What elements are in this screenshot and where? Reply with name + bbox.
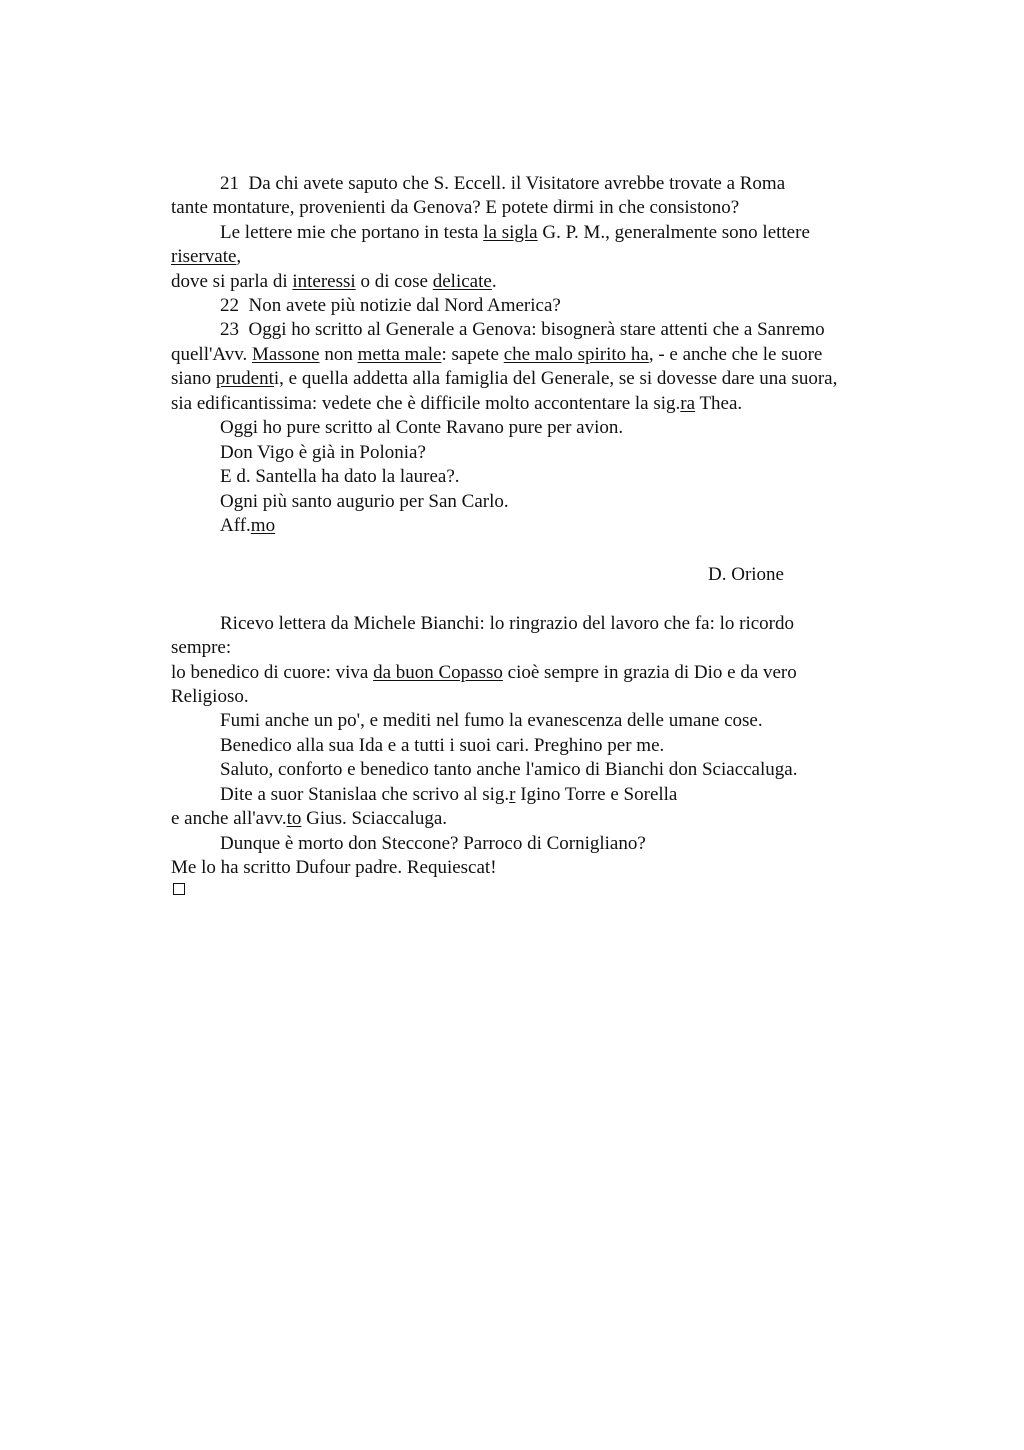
underlined-text: delicate	[432, 271, 492, 292]
underlined-text: prudent	[215, 368, 274, 389]
text-run: ,	[236, 246, 242, 267]
text-line	[220, 318, 825, 342]
text-line	[220, 441, 426, 465]
underlined-text: interessi	[292, 271, 356, 292]
text-line	[220, 172, 785, 196]
text-run: Igino Torre e Sorella	[515, 784, 678, 805]
text-run: Fumi anche un po', e mediti nel fumo la evanescenza delle umane cose.	[220, 710, 763, 731]
text-run: e anche all'avv.	[171, 808, 287, 829]
text-run: Me lo ha scritto Dufour padre. Requiescat!	[171, 857, 497, 878]
text-run: i, e quella addetta alla famiglia del Generale, se si dovesse dare una suora,	[273, 368, 838, 389]
text-line	[220, 221, 810, 245]
text-line	[220, 294, 561, 318]
text-run: , - e anche che le suore	[648, 344, 823, 365]
text-run: Aff.	[220, 515, 251, 536]
underlined-text: Massone	[252, 344, 320, 365]
text-run: 22 Non avete più notizie dal Nord America?	[220, 295, 561, 316]
text-run: Saluto, conforto e benedico tanto anche l'amico di Bianchi don Sciaccaluga.	[220, 759, 798, 780]
text-line	[220, 832, 646, 856]
text-line	[171, 196, 739, 220]
underlined-text: ra	[680, 393, 696, 414]
text-run: : sapete	[441, 344, 504, 365]
text-run: sia edificantissima: vedete che è difficile molto accontentare la sig.	[171, 393, 681, 414]
text-run: non	[319, 344, 358, 365]
text-line	[220, 709, 763, 733]
underlined-text: che malo spirito ha	[503, 344, 649, 365]
text-run: cioè sempre in grazia di Dio e da vero	[502, 662, 797, 683]
text-line	[171, 636, 231, 660]
text-line	[220, 758, 797, 782]
text-run: quell'Avv.	[171, 344, 252, 365]
text-line	[171, 367, 837, 391]
text-line	[220, 734, 664, 758]
text-run: o di cose	[355, 271, 433, 292]
empty-checkbox-glyph	[173, 883, 185, 895]
text-line	[220, 416, 623, 440]
text-run: Ogni più santo augurio per San Carlo.	[220, 491, 509, 512]
text-line	[220, 612, 794, 636]
underlined-text: riservate	[171, 246, 237, 267]
text-run: 21 Da chi avete saputo che S. Eccell. il Visitatore avrebbe trovate a Roma	[220, 173, 786, 194]
text-line	[171, 392, 742, 416]
underlined-text: mo	[250, 515, 276, 536]
text-line	[171, 245, 241, 269]
text-run: Oggi ho pure scritto al Conte Ravano pure per avion.	[220, 417, 624, 438]
text-run: 23 Oggi ho scritto al Generale a Genova: bisognerà stare attenti che a Sanremo	[220, 319, 825, 340]
text-run: Gius. Sciaccaluga.	[301, 808, 448, 829]
text-line	[171, 685, 249, 709]
text-run: .	[491, 271, 497, 292]
underlined-text: da buon Copasso	[373, 662, 503, 683]
text-line	[220, 465, 460, 489]
text-line	[171, 661, 797, 685]
text-run: Thea.	[695, 393, 743, 414]
underlined-text: metta male	[357, 344, 442, 365]
text-run: D. Orione	[708, 564, 784, 585]
text-run: tante montature, provenienti da Genova? E potete dirmi in che consistono?	[171, 197, 740, 218]
underlined-text: to	[286, 808, 302, 829]
signature	[708, 563, 784, 587]
text-run: Dunque è morto don Steccone? Parroco di Cornigliano?	[220, 833, 646, 854]
text-line	[171, 343, 822, 367]
text-run: Religioso.	[171, 686, 249, 707]
underlined-text: la sigla	[483, 222, 538, 243]
text-line	[220, 783, 677, 807]
text-run: Benedico alla sua Ida e a tutti i suoi cari. Preghino per me.	[220, 735, 665, 756]
text-run: Ricevo lettera da Michele Bianchi: lo ringrazio del lavoro che fa: lo ricordo	[220, 613, 794, 634]
text-run: Don Vigo è già in Polonia?	[220, 442, 426, 463]
text-line	[220, 514, 275, 538]
text-run: Le lettere mie che portano in testa	[220, 222, 484, 243]
text-line	[220, 490, 509, 514]
text-run: E d. Santella ha dato la laurea?.	[220, 466, 460, 487]
text-run: siano	[171, 368, 216, 389]
text-line	[171, 270, 497, 294]
text-run: dove si parla di	[171, 271, 293, 292]
text-run: lo benedico di cuore: viva	[171, 662, 374, 683]
text-line	[171, 856, 497, 880]
text-run: Dite a suor Stanislaa che scrivo al sig.	[220, 784, 510, 805]
underlined-text: r	[509, 784, 516, 805]
text-run: sempre:	[171, 637, 232, 658]
text-run: G. P. M., generalmente sono lettere	[537, 222, 810, 243]
text-line	[171, 807, 447, 831]
